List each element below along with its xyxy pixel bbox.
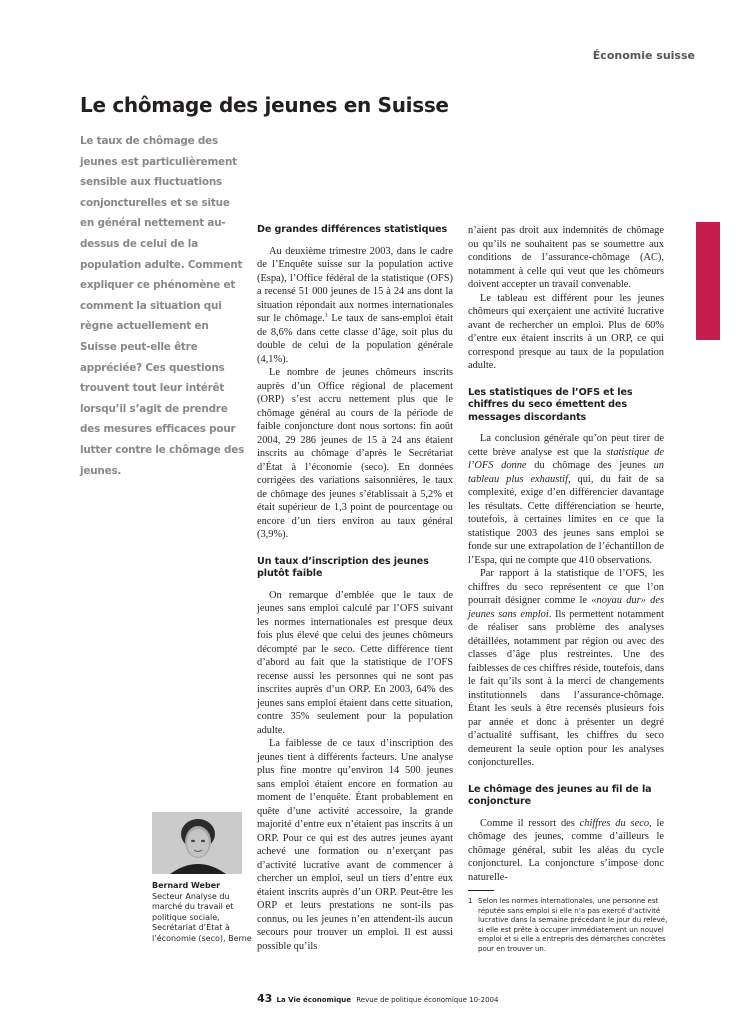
paragraph: Le tableau est différent pour les jeunes chômeurs qui exerçaient une activité lucrative avant de rechercher un emploi. Plus de 60% d’entre eux étaient inscrits à un ORP, ce qui correspond presque au taux de la population adulte. bbox=[468, 292, 664, 371]
footnote-number: 1 bbox=[468, 897, 473, 905]
accent-side-tab bbox=[696, 222, 720, 340]
footnote bbox=[468, 897, 668, 955]
section-heading: Les statistiques de l’OFS et les chiffres du seco émettent des messages discordants bbox=[468, 386, 633, 423]
paragraph: n’aient pas droit aux indemnités de chômage ou qu’ils ne souhaitent pas se soumettre aux conditions de l’assurance-chômage (AC), notamment à celle qui veut que les chômeurs doivent accepter un travail convenable. bbox=[468, 225, 664, 290]
author-photo bbox=[152, 812, 242, 874]
page-footer bbox=[257, 992, 498, 1005]
section-header: Économie suisse bbox=[592, 49, 695, 62]
footnote-text: Selon les normes internationales, une personne est réputée sans emploi si elle n’a pas exercé d’activité lucrative dans la semaine précédant le jour du relevé, si elle est prête à occuper immédiatement un nouvel emploi et si elle a entrepris des démarches concrètes pour en trouver un. bbox=[478, 897, 668, 953]
article-lead: Le taux de chômage des jeunes est particulièrement sensible aux fluctuations conjoncturelles et se situe en général nettement au-dessus de celui de la population adulte. Comment expliquer ce phénomène et comment la situation qui règne actuellement en Suisse peut-elle être appréciée? Ces questions trouvent tout leur intérêt lorsqu’il s’agit de prendre des mesures efficaces pour lutter contre le chômage des jeunes. bbox=[80, 135, 245, 477]
paragraph: Par rapport à la statistique de l’OFS, les chiffres du seco représentent ce que l’on pourrait désigner comme le «noyau dur» des jeunes sans emploi. Ils permettent notamment de réaliser sans problème des analyses détaillées, notamment par région ou avec des classes d’âge plus restreintes. Une des faiblesses de ces chiffres réside, toutefois, dans le fait qu’ils sont à la merci de changements institutionnels dans l’assurance-chômage. Étant les seuls à être recensés plusieurs fois par année et donc à présenter un degré d’actualité suffisant, les chiffres du seco demeurent la seule option pour les analyses conjoncturelles. bbox=[468, 568, 665, 768]
paragraph: On remarque d’emblée que le taux de jeunes sans emploi calculé par l’OFS suivant les normes internationales est presque deux fois plus élevé que celui des jeunes chômeurs décompté par le seco. Cette différence tient d’abord au fait que la statistique de l’OFS recense aussi les personnes qui ne sont pas inscrites auprès d’un ORP. En 2003, 64% des jeunes sans emploi étaient dans cette situation, contre 35% seulement pour la population adulte. bbox=[257, 589, 453, 736]
author-affiliation: Secteur Analyse du marché du travail et politique sociale, Secrétariat d’État à l’économie (seco), Berne bbox=[152, 891, 252, 943]
footnote-reference[interactable]: 1 bbox=[324, 312, 328, 319]
paragraph: Comme il ressort des chiffres du seco, le chômage des jeunes, comme d’ailleurs le chômage général, subit les aléas du cycle conjoncturel. La conjoncture s’impose donc naturelle- bbox=[468, 817, 664, 883]
section-heading: Un taux d’inscription des jeunes plutôt faible bbox=[257, 555, 429, 579]
section-heading: Le chômage des jeunes au fil de la conjoncture bbox=[468, 783, 652, 807]
section-heading: De grandes différences statistiques bbox=[257, 224, 448, 235]
magazine-subtitle: Revue de politique économique 10-2004 bbox=[356, 996, 499, 1004]
article-title: Le chômage des jeunes en Suisse bbox=[80, 93, 449, 117]
paragraph: La faiblesse de ce taux d’inscription des jeunes tient à différents facteurs. Une analyse plus fine montre qu’environ 14 500 jeunes sans emploi étaient encore en formation au moment de l’enquête. Étant probablement en quête d’une activité accessoire, la grande majorité d’entre eux n’étaient pas inscrits à un ORP. Pour ce qui est des autres jeunes ayant achevé une formation ou n’exerçant pas d’activité lucrative avant de commencer à chercher un emploi, seul un tiers d’entre eux étaient inscrits auprès d’un ORP. Peut-être les ORP et leurs prestations ne sont-ils pas connus, ou les jeunes n’en attendent-ils aucun secours pour trouver un emploi. Il est aussi possible qu’ils bbox=[257, 738, 453, 952]
page-number: 43 bbox=[257, 992, 273, 1005]
paragraph: La conclusion générale qu’on peut tirer de cette brève analyse est que la statistique de l’OFS donne du chômage des jeunes un tableau plus exhaustif, qui, du fait de sa complexité, exige d’en différencier davantage les résultats. Cette différenciation se heurte, toutefois, à certaines limites en ce que la statistique 2003 des jeunes sans emploi se fonde sur une extrapolation de l’échantillon de l’Espa, qui ne compte que 410 observations. bbox=[468, 433, 665, 566]
footnote-divider bbox=[468, 890, 494, 891]
paragraph: Le nombre de jeunes chômeurs inscrits auprès d’un Office régional de placement (ORP) s’est accru nettement plus que le chômage général au cours de la période de faible conjoncture dont nous sortons: fin août 2004, 29 286 jeunes de 15 à 24 ans étaient inscrits au chômage d’après le Secrétariat d’État à l’économie (seco). En données corrigées des variations saisonnières, le taux de chômage des jeunes s’établissait à 5,2% et était supérieur de 1,3 point de pourcentage ou encore d’un tiers environ au taux général (3,9%). bbox=[257, 367, 453, 540]
text-column-middle bbox=[257, 224, 453, 953]
author-name: Bernard Weber bbox=[152, 881, 221, 890]
author-portrait-icon bbox=[152, 812, 242, 874]
author-caption bbox=[152, 881, 252, 944]
text-column-right bbox=[468, 224, 664, 884]
magazine-name: La Vie économique bbox=[276, 996, 351, 1004]
paragraph: Au deuxième trimestre 2003, dans le cadre de l’Enquête suisse sur la population active (Espa), l’Office fédéral de la statistique (OFS) a recensé 51 000 jeunes de 15 à 24 ans dont la situation répondait aux normes internationales sur le chômage.$^1$ Le taux de sans-emploi était de 8,6% dans cette classe d’âge, soit plus du double de celui de la population générale (4,1%). bbox=[257, 245, 453, 365]
